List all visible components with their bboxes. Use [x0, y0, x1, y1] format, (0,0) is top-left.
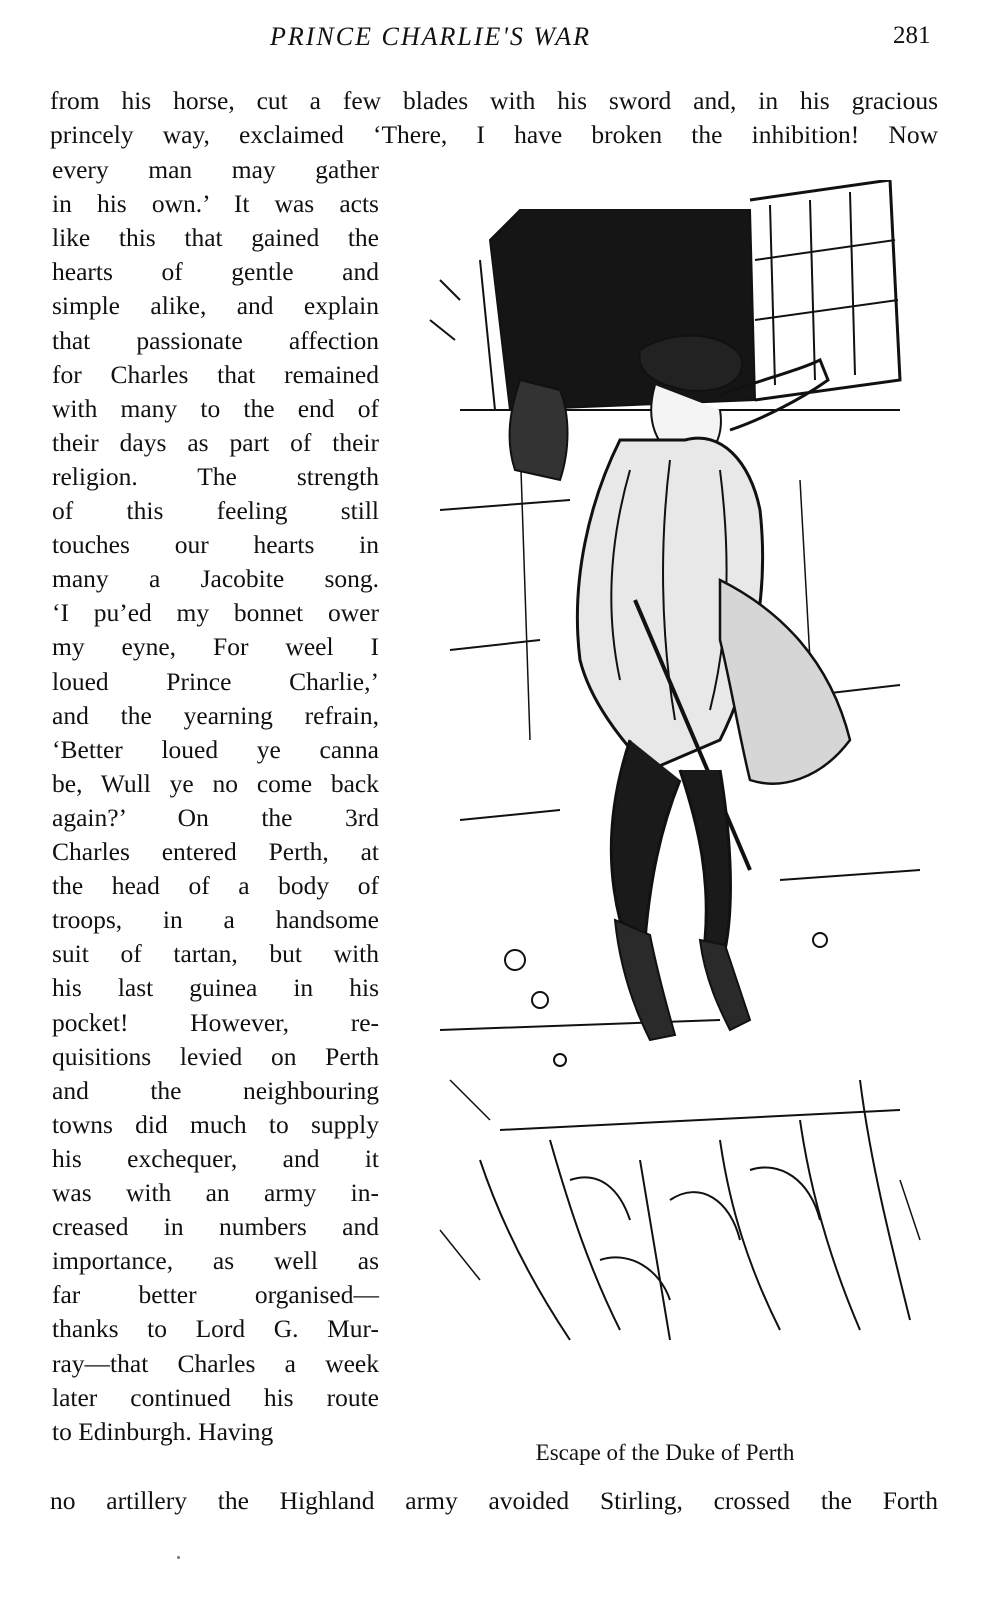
- body-line: be, Wull ye no come back: [52, 768, 379, 798]
- body-line: loued Prince Charlie,’: [52, 666, 379, 696]
- body-line: religion. The strength: [52, 461, 379, 491]
- body-line: his exchequer, and it: [52, 1143, 379, 1173]
- body-line: his last guinea in his: [52, 973, 379, 1003]
- body-line: the head of a body of: [52, 871, 379, 901]
- body-line: creased in numbers and: [52, 1212, 379, 1242]
- body-line: with many to the end of: [52, 393, 379, 423]
- body-line: troops, in a handsome: [52, 905, 379, 935]
- body-line: ‘I pu’ed my bonnet ower: [52, 598, 379, 628]
- body-line: pocket! However, re-: [52, 1007, 379, 1037]
- body-line: towns did much to supply: [52, 1109, 379, 1139]
- body-line: suit of tartan, but with: [52, 939, 379, 969]
- body-line: again?’ On the 3rd: [52, 802, 379, 832]
- stray-mark: [177, 1556, 180, 1559]
- illustration-escape-of-duke-of-perth: [420, 180, 940, 1355]
- body-line: to Edinburgh. Having: [52, 1416, 274, 1446]
- body-line: for Charles that remained: [52, 359, 379, 389]
- body-line: of this feeling still: [52, 496, 379, 525]
- body-line: quisitions levied on Perth: [52, 1041, 379, 1071]
- running-title: PRINCE CHARLIE'S WAR: [270, 22, 592, 51]
- body-line: ray—that Charles a week: [52, 1348, 379, 1378]
- running-head: [0, 22, 1000, 62]
- body-line: no artillery the Highland army avoided Stirling, crossed the Forth: [50, 1486, 938, 1515]
- body-line: my eyne, For weel I: [52, 632, 379, 662]
- body-line: like this that gained the: [52, 223, 379, 253]
- body-line: hearts of gentle and: [52, 257, 379, 287]
- body-line: their days as part of their: [52, 427, 379, 457]
- body-line: thanks to Lord G. Mur-: [52, 1314, 379, 1344]
- body-line: that passionate affection: [52, 325, 379, 355]
- body-line: simple alike, and explain: [52, 291, 379, 321]
- body-line: later continued his route: [52, 1382, 379, 1412]
- body-line: from his horse, cut a few blades with his sword and, in his gracious: [50, 86, 938, 115]
- body-line: many a Jacobite song.: [52, 564, 379, 594]
- body-line: and the yearning refrain,: [52, 700, 379, 730]
- body-line: importance, as well as: [52, 1246, 379, 1276]
- body-line: and the neighbouring: [52, 1075, 379, 1105]
- body-line: touches our hearts in: [52, 530, 379, 560]
- body-line: Charles entered Perth, at: [52, 837, 379, 866]
- page-number: 281: [893, 22, 931, 49]
- body-line: far better organised—: [52, 1280, 379, 1310]
- body-line: every man may gather: [52, 155, 379, 184]
- body-line: in his own.’ It was acts: [52, 189, 379, 219]
- body-line: princely way, exclaimed ‘There, I have broken the inhibition! Now: [50, 120, 938, 149]
- body-line: ‘Better loued ye canna: [52, 734, 379, 764]
- body-line: was with an army in-: [52, 1178, 379, 1207]
- figure-caption: Escape of the Duke of Perth: [535, 1440, 795, 1465]
